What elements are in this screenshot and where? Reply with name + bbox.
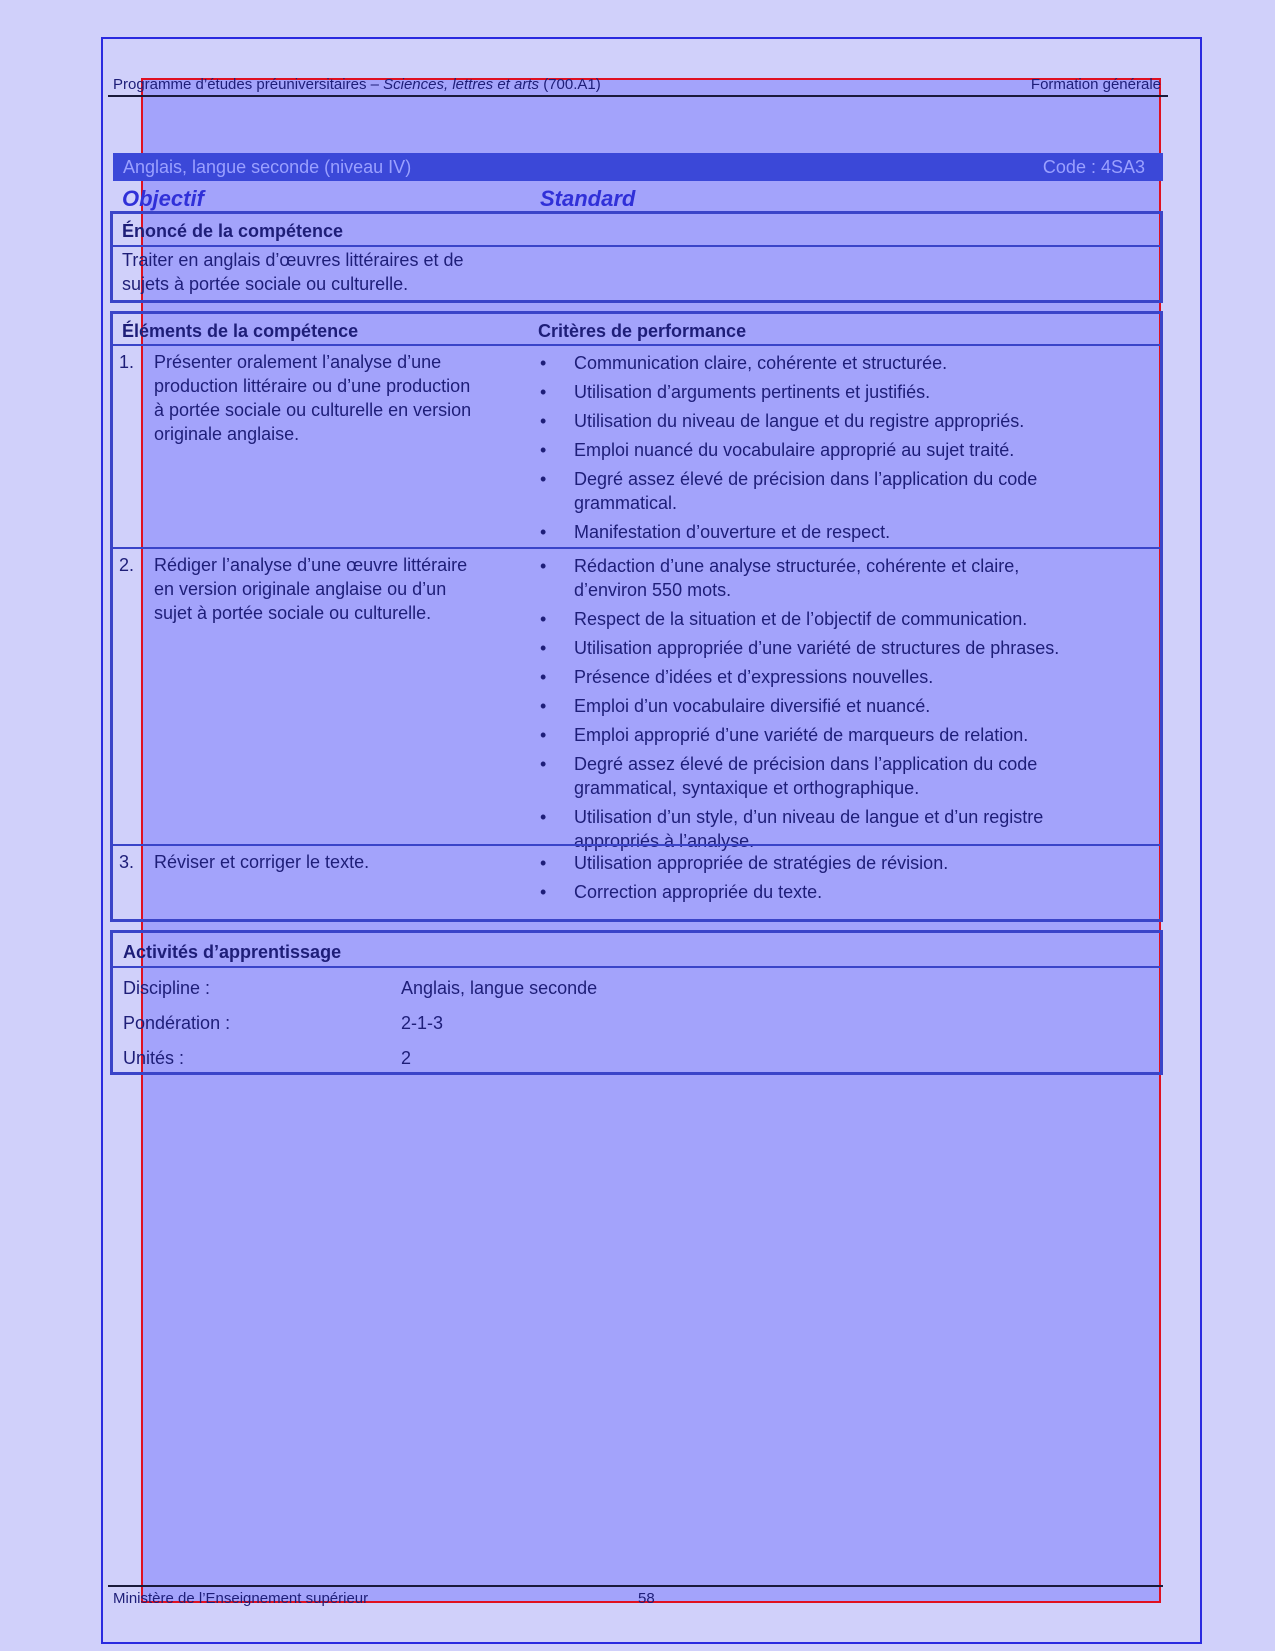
course-code: Code : 4SA3 — [1042, 157, 1145, 177]
criteria-item: • Manifestation d’ouverture et de respect. — [540, 522, 891, 542]
element-line: Présenter oralement l’analyse d’une — [154, 352, 442, 372]
activite-row-unites — [123, 1046, 412, 1070]
activites-divider — [113, 966, 1160, 968]
activites-heading: Activités d’apprentissage — [123, 942, 342, 962]
running-header — [113, 76, 1163, 94]
criteria-item: • Respect de la situation et de l’objectif de communication. — [540, 609, 1028, 629]
bullet-icon: • — [540, 556, 547, 576]
activite-row-discipline — [123, 976, 598, 1000]
bullet-icon: • — [540, 667, 547, 687]
enonce-text — [122, 248, 463, 296]
criteria-list — [538, 851, 1138, 909]
criteria-list — [538, 554, 1138, 858]
competence-box — [110, 311, 1163, 922]
activite-label: Discipline : — [123, 978, 211, 998]
criteria-item: • Emploi approprié d’une variété de marqueurs de relation. — [540, 725, 1029, 745]
bullet-icon: • — [540, 853, 547, 873]
bullet-icon: • — [540, 638, 547, 658]
bullet-icon: • — [540, 522, 547, 542]
enonce-line: Traiter en anglais d’œuvres littéraires et de — [122, 250, 464, 270]
element-text — [154, 350, 524, 446]
page-number: 58 — [638, 1590, 655, 1607]
bullet-icon: • — [540, 469, 547, 489]
element-text — [154, 553, 524, 625]
activite-label: Unités : — [123, 1048, 185, 1068]
bullet-icon: • — [540, 807, 547, 827]
enonce-box — [110, 211, 1163, 303]
elements-heading: Éléments de la compétence — [122, 321, 359, 341]
element-number: 2. — [119, 555, 135, 575]
criteria-item: • Utilisation appropriée de stratégies de révision. — [540, 853, 949, 873]
activite-row-ponderation — [123, 1011, 444, 1035]
bullet-icon: • — [540, 440, 547, 460]
program-prefix: Programme d’études préuniversitaires – — [113, 76, 384, 93]
course-title: Anglais, langue seconde (niveau IV) — [123, 157, 412, 177]
program-name: Sciences, lettres et arts — [383, 76, 540, 93]
standard-label: Standard — [540, 186, 636, 211]
activites-box — [110, 930, 1163, 1075]
competence-header-divider — [113, 344, 1160, 346]
criteria-item: • Emploi nuancé du vocabulaire approprié au sujet traité. — [540, 440, 1015, 460]
footer-ministry: Ministère de l’Enseignement supérieur — [113, 1590, 369, 1607]
element-line: en version originale anglaise ou d’un — [154, 579, 447, 599]
criteria-heading: Critères de performance — [538, 321, 747, 341]
criteria-item: • Degré assez élevé de précision dans l’application du code grammatical. — [540, 469, 1038, 513]
element-number: 3. — [119, 852, 135, 872]
element-line: originale anglaise. — [154, 424, 300, 444]
bullet-icon: • — [540, 353, 547, 373]
element-line: sujet à portée sociale ou culturelle. — [154, 603, 432, 623]
element-divider — [113, 844, 1160, 846]
criteria-item: • Utilisation d’un style, d’un niveau de langue et d’un registre appropriés à l’analyse. — [540, 807, 1044, 851]
bullet-icon: • — [540, 382, 547, 402]
criteria-item: • Utilisation du niveau de langue et du registre appropriés. — [540, 411, 1025, 431]
element-line: Réviser et corriger le texte. — [154, 852, 370, 872]
bullet-icon: • — [540, 754, 547, 774]
bullet-icon: • — [540, 696, 547, 716]
enonce-divider — [113, 245, 1160, 247]
activite-label: Pondération : — [123, 1013, 231, 1033]
bullet-icon: • — [540, 725, 547, 745]
criteria-item: • Correction appropriée du texte. — [540, 882, 823, 902]
objective-label: Objectif — [122, 186, 204, 211]
criteria-item: • Présence d’idées et d’expressions nouvelles. — [540, 667, 934, 687]
enonce-heading: Énoncé de la compétence — [122, 221, 344, 241]
element-divider — [113, 547, 1160, 549]
running-footer — [113, 1590, 653, 1608]
bullet-icon: • — [540, 609, 547, 629]
criteria-item: • Degré assez élevé de précision dans l’application du code grammatical, syntaxique et orthographique. — [540, 754, 1038, 798]
element-line: production littéraire ou d’une production — [154, 376, 471, 396]
activite-value: 2 — [401, 1048, 412, 1068]
course-title-bar — [113, 153, 1163, 181]
bullet-icon: • — [540, 411, 547, 431]
criteria-item: • Communication claire, cohérente et structurée. — [540, 353, 948, 373]
bullet-icon: • — [540, 882, 547, 902]
element-line: à portée sociale ou culturelle en version — [154, 400, 472, 420]
footer-rule — [108, 1585, 1163, 1587]
criteria-list — [538, 351, 1138, 549]
activite-value: Anglais, langue seconde — [401, 978, 598, 998]
header-right-label: Formation générale — [1030, 76, 1161, 93]
criteria-item: • Emploi d’un vocabulaire diversifié et nuancé. — [540, 696, 931, 716]
criteria-item: • Utilisation appropriée d’une variété de structures de phrases. — [540, 638, 1060, 658]
element-text — [154, 850, 524, 874]
program-code: (700.A1) — [539, 76, 601, 93]
header-rule — [108, 95, 1168, 97]
activite-value: 2-1-3 — [401, 1013, 444, 1033]
element-line: Rédiger l’analyse d’une œuvre littéraire — [154, 555, 468, 575]
criteria-item: • Rédaction d’une analyse structurée, cohérente et claire, d’environ 550 mots. — [540, 556, 1020, 600]
element-number: 1. — [119, 352, 135, 372]
enonce-line: sujets à portée sociale ou culturelle. — [122, 274, 409, 294]
criteria-item: • Utilisation d’arguments pertinents et justifiés. — [540, 382, 931, 402]
